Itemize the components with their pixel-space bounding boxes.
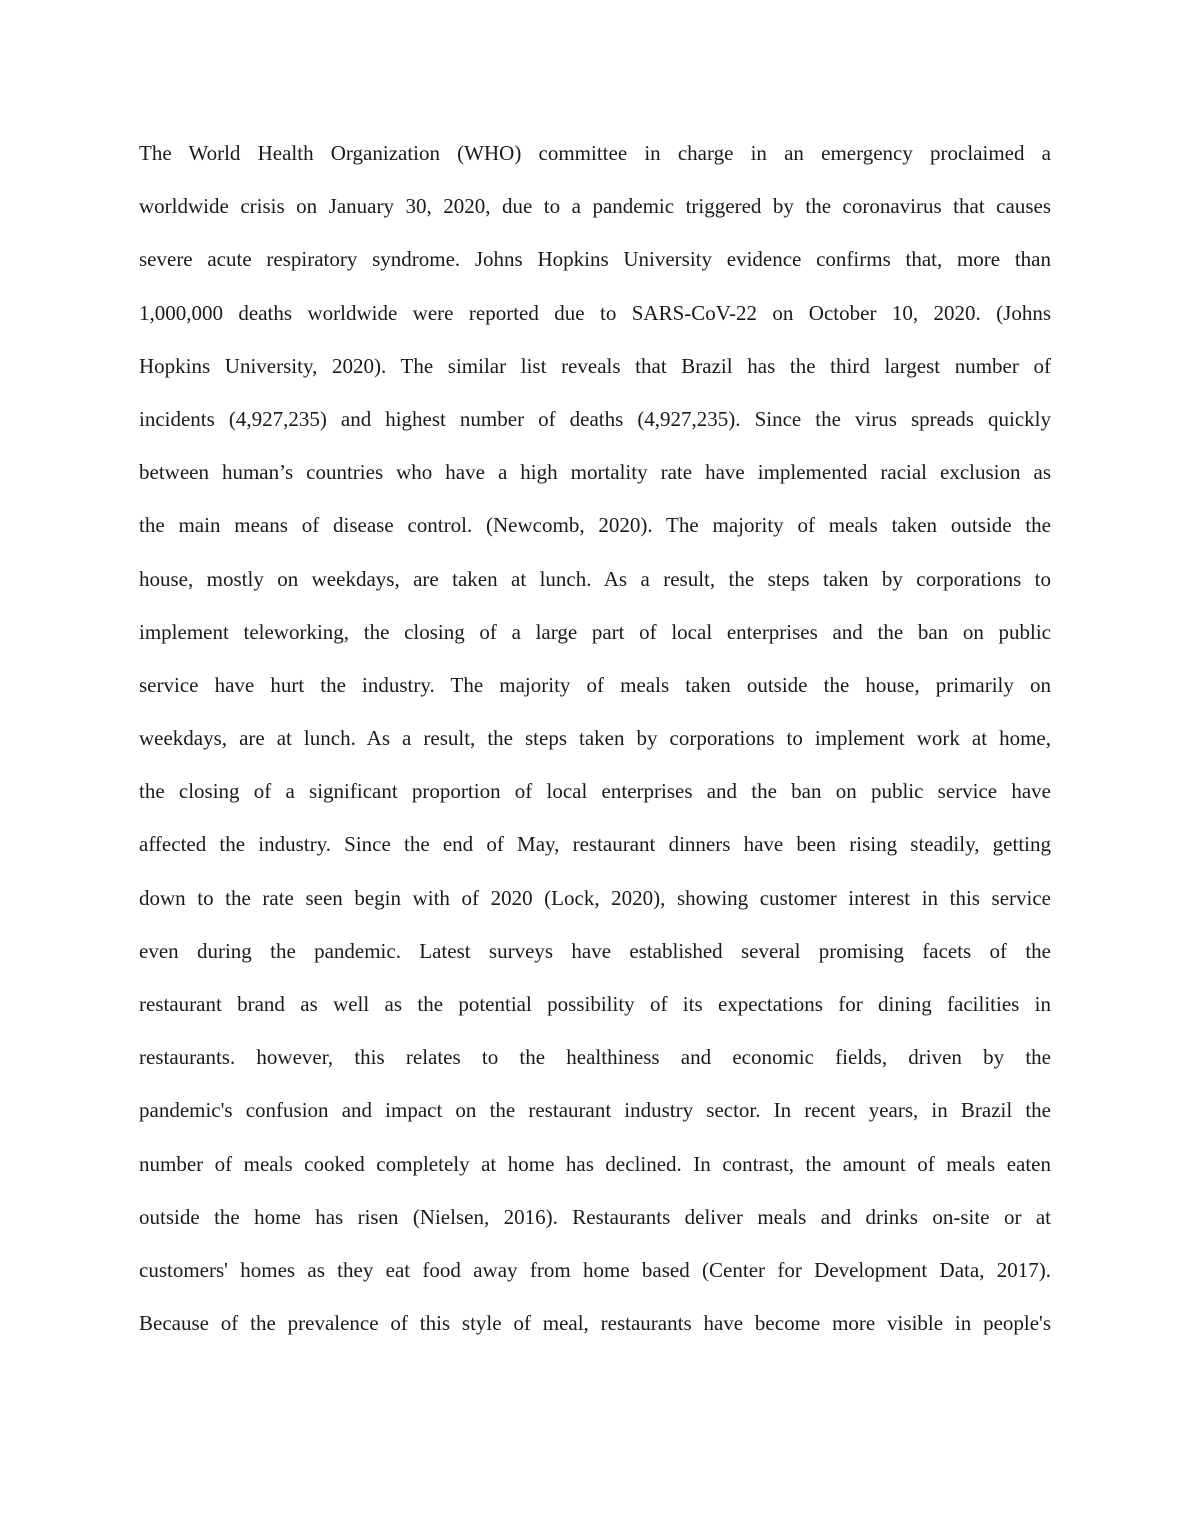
paragraph-line-16: even during the pandemic. Latest surveys have established several promising facets of the — [139, 938, 1051, 963]
paragraph-line-10: implement teleworking, the closing of a large part of local enterprises and the ban on public — [139, 619, 1051, 644]
paragraph-line-7: between human’s countries who have a high mortality rate have implemented racial exclusion as — [139, 460, 1051, 485]
paragraph-line-20: number of meals cooked completely at home has declined. In contrast, the amount of meals eaten — [139, 1151, 1051, 1176]
paragraph-line-1: The World Health Organization (WHO) committee in charge in an emergency proclaimed a — [139, 141, 1051, 165]
paragraph-line-6: incidents (4,927,235) and highest number of deaths (4,927,235). Since the virus spreads quickly — [139, 406, 1051, 431]
paragraph-line-23: Because of the prevalence of this style of meal, restaurants have become more visible in people's — [139, 1311, 1051, 1336]
paragraph-line-8: the main means of disease control. (Newcomb, 2020). The majority of meals taken outside the — [139, 513, 1051, 538]
paragraph-line-11: service have hurt the industry. The majority of meals taken outside the house, primarily on — [139, 672, 1051, 697]
paragraph-line-14: affected the industry. Since the end of May, restaurant dinners have been rising steadily, getting — [139, 832, 1051, 857]
paragraph-line-18: restaurants. however, this relates to the healthiness and economic fields, driven by the — [139, 1045, 1051, 1070]
paragraph-line-22: customers' homes as they eat food away from home based (Center for Development Data, 2017). — [139, 1257, 1051, 1282]
paragraph-line-5: Hopkins University, 2020). The similar list reveals that Brazil has the third largest number of — [139, 353, 1051, 378]
paragraph-line-3: severe acute respiratory syndrome. Johns Hopkins University evidence confirms that, more than — [139, 247, 1051, 272]
paragraph-line-2: worldwide crisis on January 30, 2020, due to a pandemic triggered by the coronavirus that causes — [139, 194, 1051, 219]
paragraph-line-4: 1,000,000 deaths worldwide were reported due to SARS-CoV-22 on October 10, 2020. (Johns — [139, 300, 1051, 325]
paragraph-line-17: restaurant brand as well as the potential possibility of its expectations for dining facilities in — [139, 992, 1051, 1016]
paragraph-line-15: down to the rate seen begin with of 2020 (Lock, 2020), showing customer interest in this service — [139, 885, 1051, 910]
body-paragraph — [139, 127, 1051, 1350]
paragraph-line-19: pandemic's confusion and impact on the restaurant industry sector. In recent years, in Brazil the — [139, 1098, 1051, 1123]
paragraph-line-12: weekdays, are at lunch. As a result, the steps taken by corporations to implement work at home, — [139, 726, 1051, 751]
paragraph-line-21: outside the home has risen (Nielsen, 2016). Restaurants deliver meals and drinks on-site or at — [139, 1204, 1051, 1229]
paragraph-line-13: the closing of a significant proportion of local enterprises and the ban on public service have — [139, 779, 1051, 804]
paragraph-line-9: house, mostly on weekdays, are taken at lunch. As a result, the steps taken by corporations to — [139, 566, 1051, 591]
